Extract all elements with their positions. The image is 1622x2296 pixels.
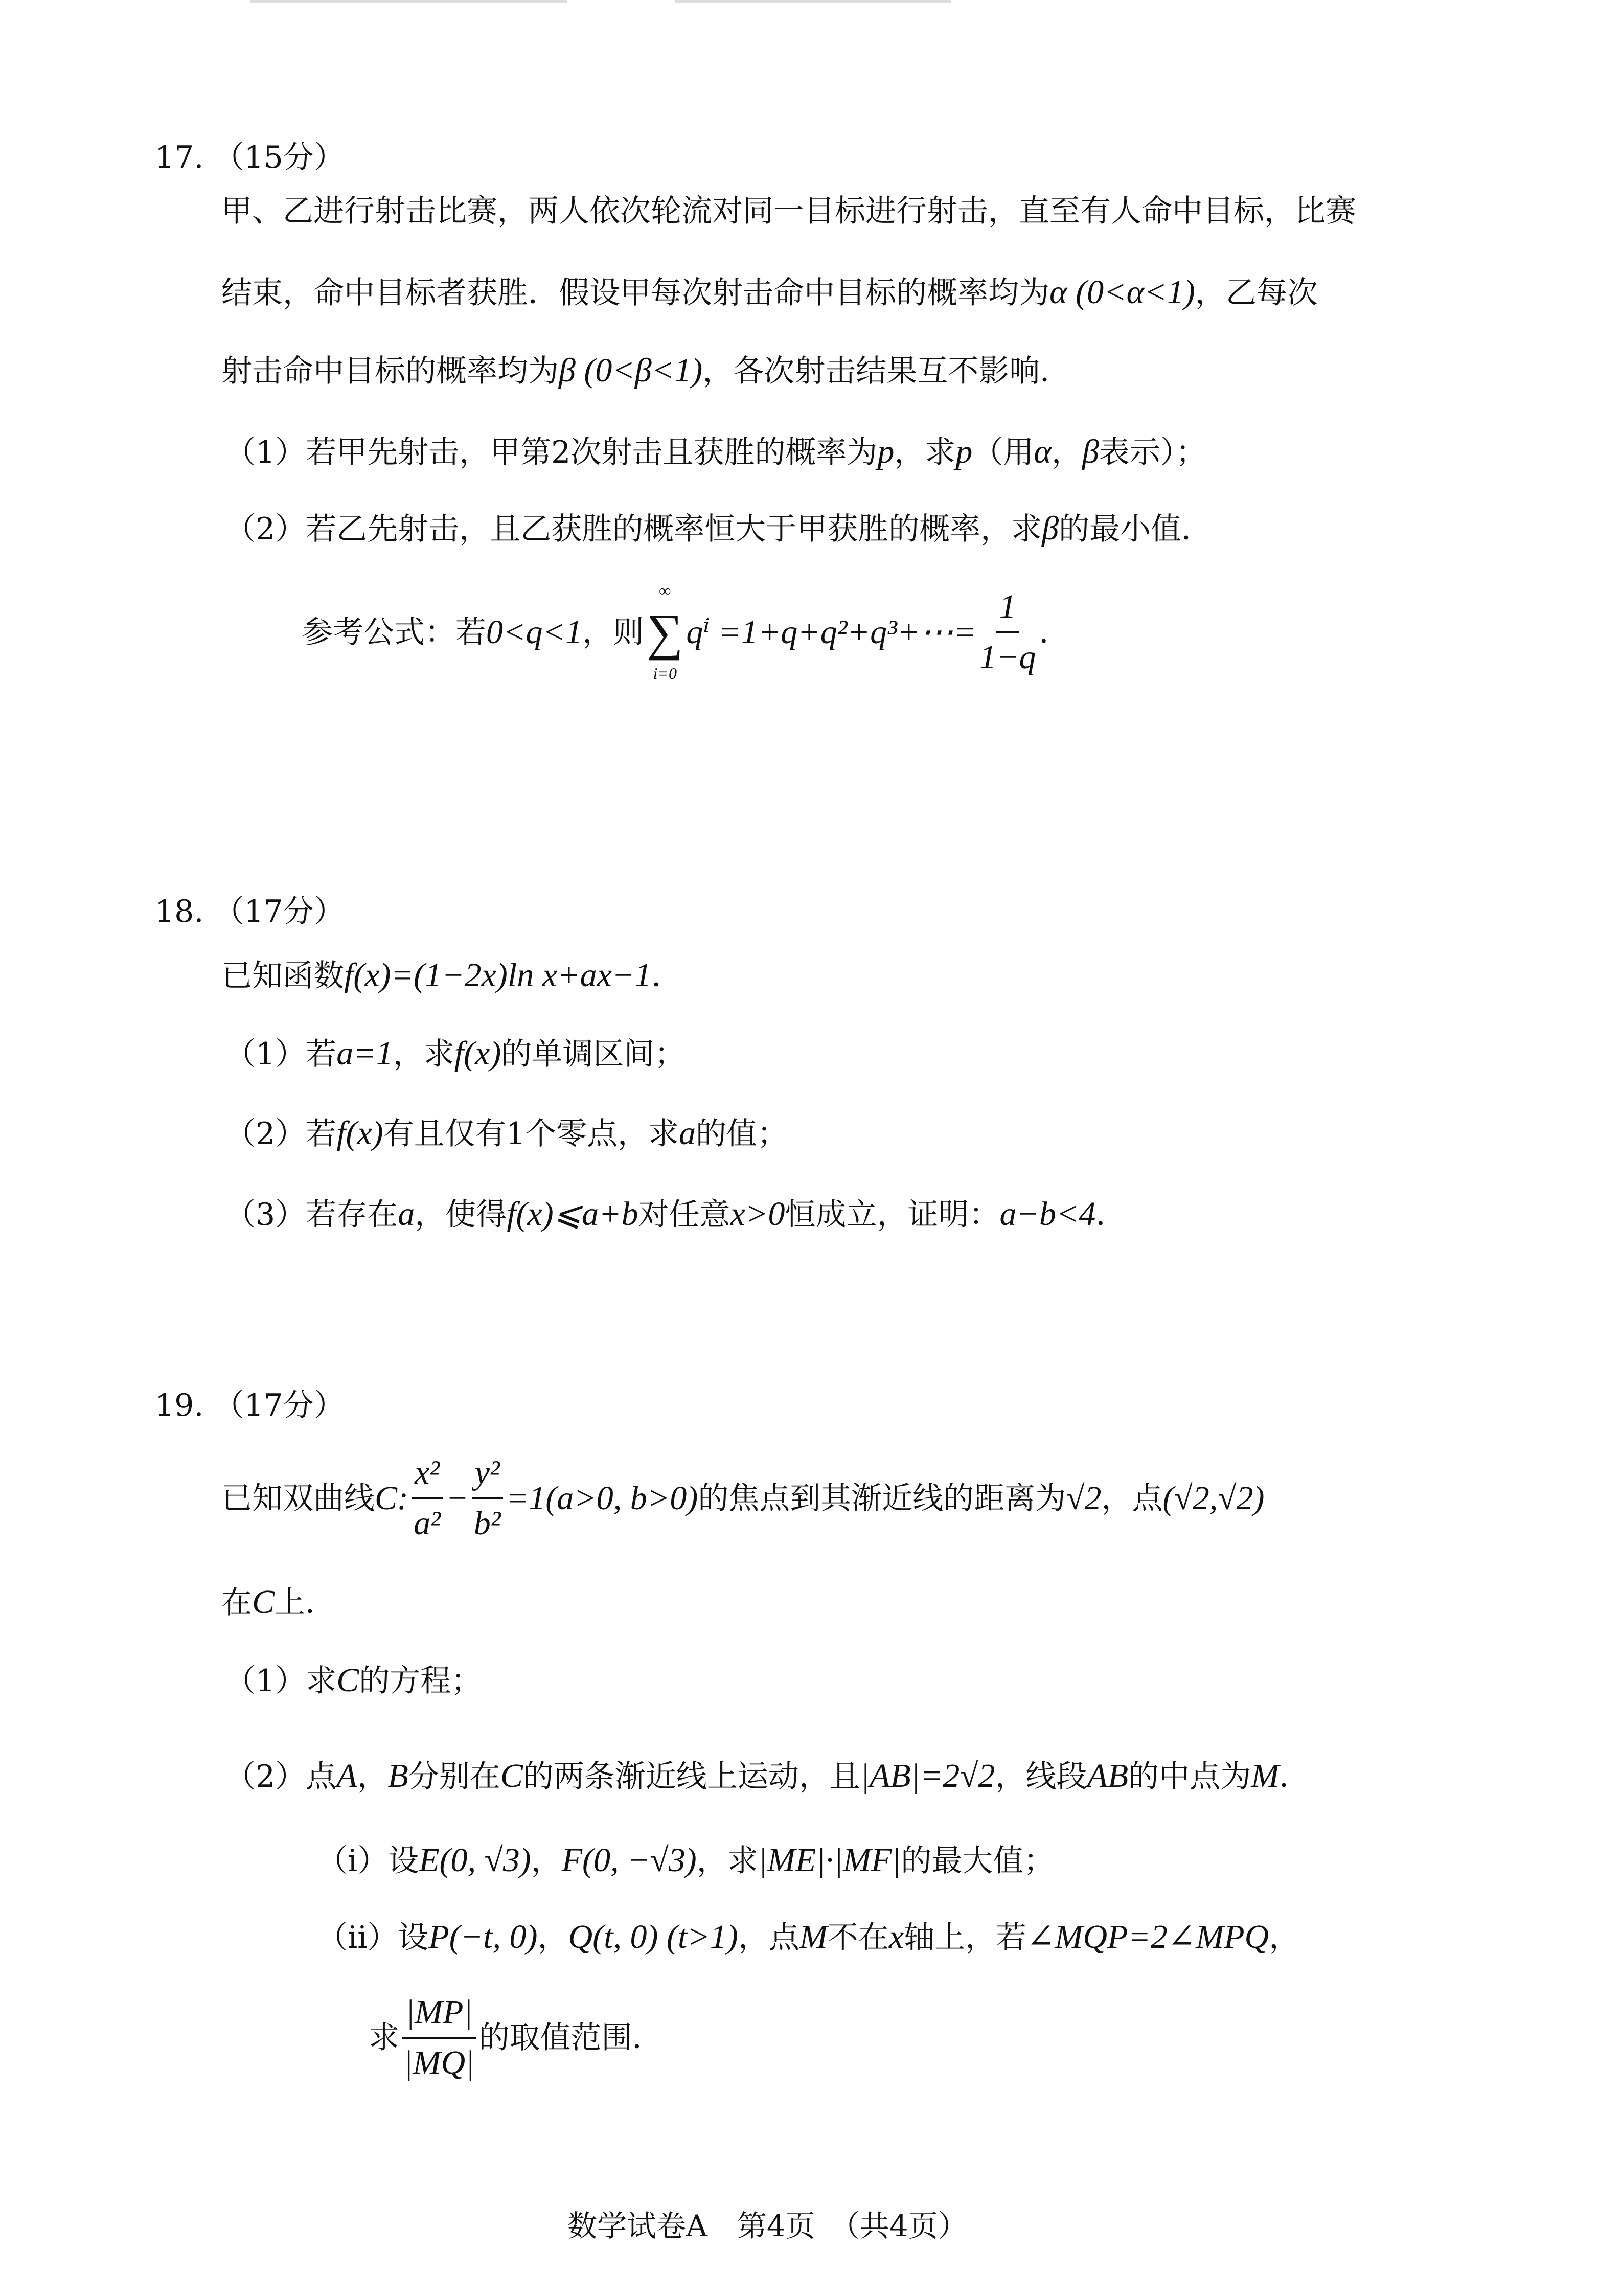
scan-edge-mark [675,0,951,3]
math: a [398,1195,415,1233]
math: M [1251,1757,1280,1794]
text: 结束，命中目标者获胜．假设甲每次射击命中目标的概率均为 [221,275,1049,311]
part-3 [225,1194,1127,1234]
text: ，求 [696,1843,758,1879]
stem-line [221,272,1318,312]
math: p [877,433,895,470]
stem-line [221,955,682,995]
text: （ii）设 [317,1920,429,1956]
part-1 [225,1660,482,1700]
text: （2）若乙先射击，且乙获胜的概率恒大于甲获胜的概率，求 [225,511,1042,547]
part-2 [225,1756,1310,1796]
math: Q(t, 0) (t>1) [568,1918,738,1956]
text: ，点 [738,1920,799,1956]
fraction [472,1452,503,1544]
question-header [155,893,345,930]
text: 参考公式：若 [302,614,486,650]
fraction [402,1991,476,2084]
text: 的最小值． [1059,511,1213,547]
text: 在 [221,1585,252,1621]
math: ∠MQP=2∠MPQ [1026,1918,1269,1956]
text: ， [531,1843,562,1879]
text: （1）若 [225,1036,337,1072]
text: ，乙每次 [1195,275,1318,311]
math: f(x) [336,1115,383,1152]
text: 求 [369,2019,399,2056]
math: α (0<α<1) [1049,274,1195,311]
fraction [979,586,1036,678]
text: 的最大值； [901,1843,1055,1879]
sub-part-ii-question [369,1991,663,2084]
math: a=1 [336,1035,393,1072]
question-points: （17分） [213,894,345,929]
numerator: 1 [996,586,1019,633]
sum-symbol: ∑ [647,603,683,661]
math: x [888,1918,904,1956]
math: P(−t, 0) [428,1918,538,1956]
text: 的两条渐近线上运动，且 [522,1759,860,1794]
text: 射击命中目标的概率均为 [221,353,559,389]
text: 有且仅有1个零点，求 [383,1116,679,1152]
text: 分别在 [408,1759,500,1794]
math: |AB|=2√2 [860,1757,995,1794]
question-header [155,139,345,176]
text: ， [357,1759,388,1794]
stem-line [221,1452,1264,1544]
summation [647,580,683,684]
text: （用 [972,435,1034,470]
math: f(x)⩽a+b [507,1195,638,1233]
math: C [252,1583,275,1621]
stem-line [221,350,1070,391]
text: ，各次射击结果互不影响． [702,353,1071,389]
math: M [799,1918,828,1956]
part-2 [225,1113,788,1153]
sub-part-ii [317,1917,1299,1957]
text: 不在 [827,1920,889,1956]
text: 的方程； [359,1663,482,1699]
text: 已知函数 [221,958,344,994]
math: − [446,1479,469,1517]
math: p [955,433,973,470]
math: β (0<β<1) [559,352,703,389]
denominator: |MQ| [403,2043,475,2081]
math: F(0, −√3) [561,1842,697,1879]
question-points: （17分） [213,1388,345,1423]
text: 的中点为 [1128,1759,1251,1794]
math: α [1034,433,1052,470]
math: β [1042,510,1059,547]
math: =1(a>0, b>0) [506,1479,698,1517]
text: ，求 [894,435,956,470]
denominator: b² [473,1504,501,1542]
sum-lower: i=0 [653,664,677,683]
math: √2 [1066,1479,1102,1517]
text: 表示）； [1099,435,1206,470]
text: ，线段 [995,1759,1087,1794]
text: ， [537,1920,568,1956]
text: （1）若甲先射击，甲第2次射击且获胜的概率为 [225,435,878,470]
text: （3）若存在 [225,1197,398,1233]
math: A [336,1757,357,1794]
question-number: 17. [155,140,204,175]
denominator: a² [414,1504,441,1542]
part-1 [225,431,1206,472]
question-number: 19. [155,1388,204,1423]
part-2 [225,508,1212,549]
question-number: 18. [155,894,204,929]
sub-part-i [317,1840,1054,1880]
text: （1）求 [225,1663,337,1699]
text: ， [1052,435,1083,470]
text: ． [1095,1197,1127,1233]
text: ，求 [393,1036,454,1072]
text: ． [1279,1759,1310,1794]
text: （2）点 [225,1759,337,1794]
reference-formula [302,580,1070,684]
text: ， [1269,1920,1300,1956]
math: (√2,√2) [1162,1479,1265,1517]
math: 0<q<1 [486,613,583,651]
question-header [155,1387,345,1424]
text: ，则 [582,614,644,650]
math: B [387,1757,408,1794]
text: ，使得 [415,1197,507,1233]
stem-line [221,1582,336,1622]
question-points: （15分） [213,140,345,175]
math: f(x) [454,1035,501,1072]
text: 的焦点到其渐近线的距离为 [698,1480,1066,1516]
text: ． [1039,614,1070,650]
math: C: [375,1479,408,1517]
math: qⁱ =1+q+q²+q³+⋯= [686,613,976,651]
numerator: x² [412,1452,443,1499]
math: E(0, √3) [419,1842,531,1879]
part-1 [225,1033,685,1074]
page-footer: 数学试卷A 第4页 （共4页） [567,2209,968,2243]
math: f(x)=(1−2x)ln x+ax−1 [344,957,652,994]
math: AB [1087,1757,1129,1794]
math: C [336,1662,359,1699]
stem-line: 甲、乙进行射击比赛，两人依次轮流对同一目标进行射击，直至有人命中目标，比赛 [221,193,1356,229]
text: ，点 [1101,1480,1163,1516]
fraction [412,1452,443,1544]
math: C [500,1757,523,1794]
numerator: |MP| [402,1991,476,2039]
math: x>0 [730,1195,785,1233]
scan-edge-mark [250,0,567,3]
text: 的值； [695,1116,788,1152]
text: 轴上，若 [904,1920,1027,1956]
math: β [1082,433,1099,470]
text: 对任意 [638,1197,730,1233]
numerator: y² [472,1452,503,1499]
text: 的单调区间； [501,1036,686,1072]
text: 恒成立，证明： [785,1197,1000,1233]
text: 已知双曲线 [221,1480,375,1516]
sum-upper: ∞ [659,581,671,600]
text: （i）设 [317,1843,419,1879]
text: 上． [275,1585,336,1621]
text: （2）若 [225,1116,337,1152]
denominator: 1−q [979,638,1036,676]
text: ． [651,958,682,994]
math: a−b<4 [999,1195,1096,1233]
math: a [678,1115,696,1152]
text: 的取值范围． [478,2019,663,2056]
math: |ME|·|MF| [758,1842,901,1879]
